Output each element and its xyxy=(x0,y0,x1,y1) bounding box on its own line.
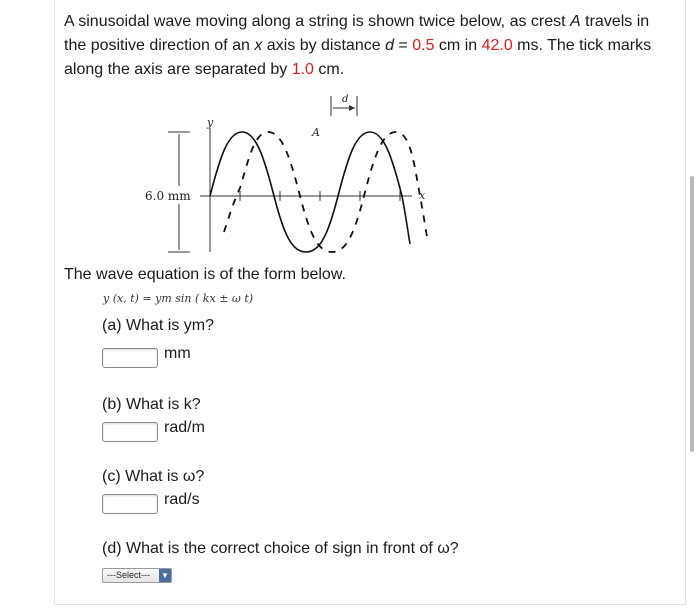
problem-text-6: ms. The tick marks along the axis are separated by xyxy=(64,37,652,78)
answer-b-input[interactable] xyxy=(102,422,158,442)
distance-value: 0.5 xyxy=(412,37,435,54)
tick-spacing-value: 1.0 xyxy=(291,61,314,78)
y-axis-label: y xyxy=(207,116,214,129)
question-a-label: (a) What is ym? xyxy=(102,317,215,334)
time-value: 42.0 xyxy=(481,37,513,54)
problem-text-7: cm. xyxy=(313,61,345,78)
x-axis-label: x xyxy=(419,189,426,202)
answer-a-unit: mm xyxy=(164,345,191,362)
d-arrowhead xyxy=(349,105,355,111)
wave-equation: y (x, t) = ym sin ( kx ± ω t) xyxy=(103,292,254,305)
crest-symbol: A xyxy=(570,13,581,30)
sign-select-value: ---Select--- xyxy=(107,570,150,580)
problem-text-2: travels in the positive direction of an xyxy=(64,13,650,54)
sign-select[interactable] xyxy=(102,568,172,583)
x-symbol: x xyxy=(254,37,263,54)
question-d-label: (d) What is the correct choice of sign in front of ω? xyxy=(102,540,459,557)
scrollbar[interactable] xyxy=(690,176,694,452)
problem-text-1: A sinusoidal wave moving along a string is shown twice below, as crest xyxy=(64,13,571,30)
wave-figure xyxy=(140,92,440,260)
answer-b-unit: rad/m xyxy=(164,419,205,436)
problem-statement xyxy=(64,10,674,82)
problem-text-5: cm in xyxy=(434,37,482,54)
question-b-label: (b) What is k? xyxy=(102,396,201,413)
chevron-down-icon[interactable]: ▼ xyxy=(159,569,171,582)
problem-text-4: = xyxy=(393,37,413,54)
amplitude-label: 6.0 mm xyxy=(145,189,191,203)
form-instruction: The wave equation is of the form below. xyxy=(64,266,346,283)
d-symbol: d xyxy=(385,37,394,54)
answer-c-unit: rad/s xyxy=(164,491,200,508)
answer-a-input[interactable] xyxy=(102,348,158,368)
crest-label: A xyxy=(312,126,320,139)
problem-text-3: axis by distance xyxy=(262,37,386,54)
answer-c-input[interactable] xyxy=(102,494,158,514)
d-label: d xyxy=(342,94,349,105)
question-c-label: (c) What is ω? xyxy=(102,468,205,485)
